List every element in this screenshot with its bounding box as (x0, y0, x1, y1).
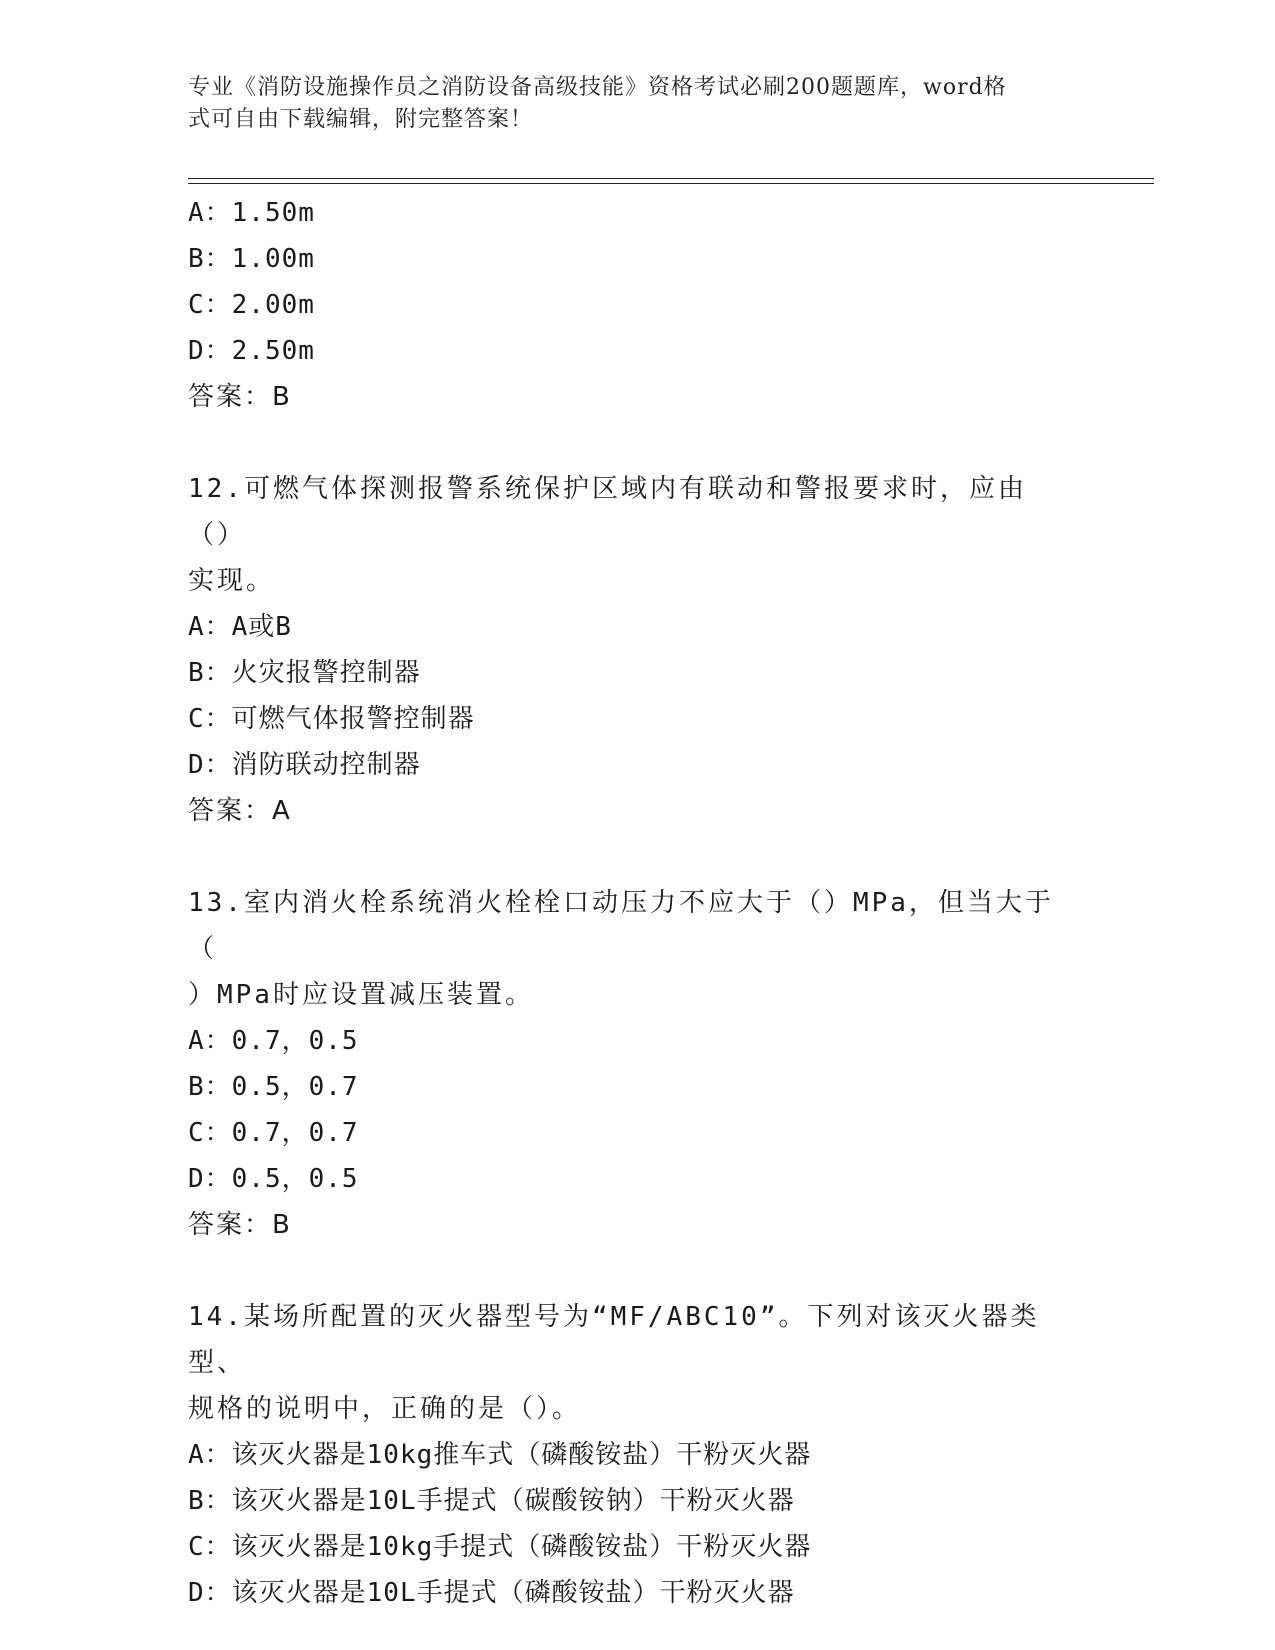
header-line-2: 式可自由下载编辑，附完整答案！ (188, 107, 534, 132)
option-a: A：0.7，0.5 (188, 1026, 359, 1056)
option-a: A：A或B (188, 612, 292, 642)
option-a: A：该灭火器是10kg推车式（磷酸铵盐）干粉灭火器 (188, 1440, 812, 1470)
question-12 (188, 466, 1088, 834)
answer: 答案：B (188, 382, 292, 412)
question-13 (188, 880, 1088, 1248)
question-stem-line-2: 实现。 (188, 566, 276, 596)
question-14 (188, 1294, 1088, 1616)
option-b: B：1.00m (188, 244, 315, 274)
option-d: D：2.50m (188, 336, 315, 366)
option-d: D：消防联动控制器 (188, 750, 421, 780)
question-content (188, 190, 1088, 1616)
option-b: B：0.5，0.7 (188, 1072, 359, 1102)
spacer (188, 834, 1088, 880)
question-stem-line-1: 13.室内消火栓系统消火栓栓口动压力不应大于（）MPa，但当大于（ (188, 888, 1054, 964)
question-stem-line-2: 规格的说明中，正确的是（）。 (188, 1394, 582, 1424)
spacer (188, 420, 1088, 466)
option-c: C：该灭火器是10kg手提式（磷酸铵盐）干粉灭火器 (188, 1532, 812, 1562)
spacer (188, 1248, 1088, 1294)
option-d: D：0.5，0.5 (188, 1164, 359, 1194)
answer: 答案：A (188, 796, 292, 826)
question-stem-line-1: 12.可燃气体探测报警系统保护区域内有联动和警报要求时，应由（） (188, 474, 1027, 550)
header-rule-bottom (188, 183, 1154, 184)
option-c: C：0.7，0.7 (188, 1118, 359, 1148)
option-b: B：火灾报警控制器 (188, 658, 421, 688)
option-a: A：1.50m (188, 198, 315, 228)
answer: 答案：B (188, 1210, 292, 1240)
option-b: B：该灭火器是10L手提式（碳酸铵钠）干粉灭火器 (188, 1486, 795, 1516)
document-header (188, 72, 1068, 136)
option-d: D：该灭火器是10L手提式（磷酸铵盐）干粉灭火器 (188, 1578, 795, 1608)
question-stem-line-2: ）MPa时应设置减压装置。 (188, 980, 534, 1010)
header-line-1: 专业《消防设施操作员之消防设备高级技能》资格考试必刷200题题库，word格 (188, 75, 1007, 100)
option-c: C：可燃气体报警控制器 (188, 704, 475, 734)
question-11 (188, 190, 1088, 420)
option-c: C：2.00m (188, 290, 315, 320)
question-stem-line-1: 14.某场所配置的灭火器型号为“MF/ABC10”。下列对该灭火器类型、 (188, 1302, 1040, 1378)
header-rule-top (188, 178, 1154, 179)
